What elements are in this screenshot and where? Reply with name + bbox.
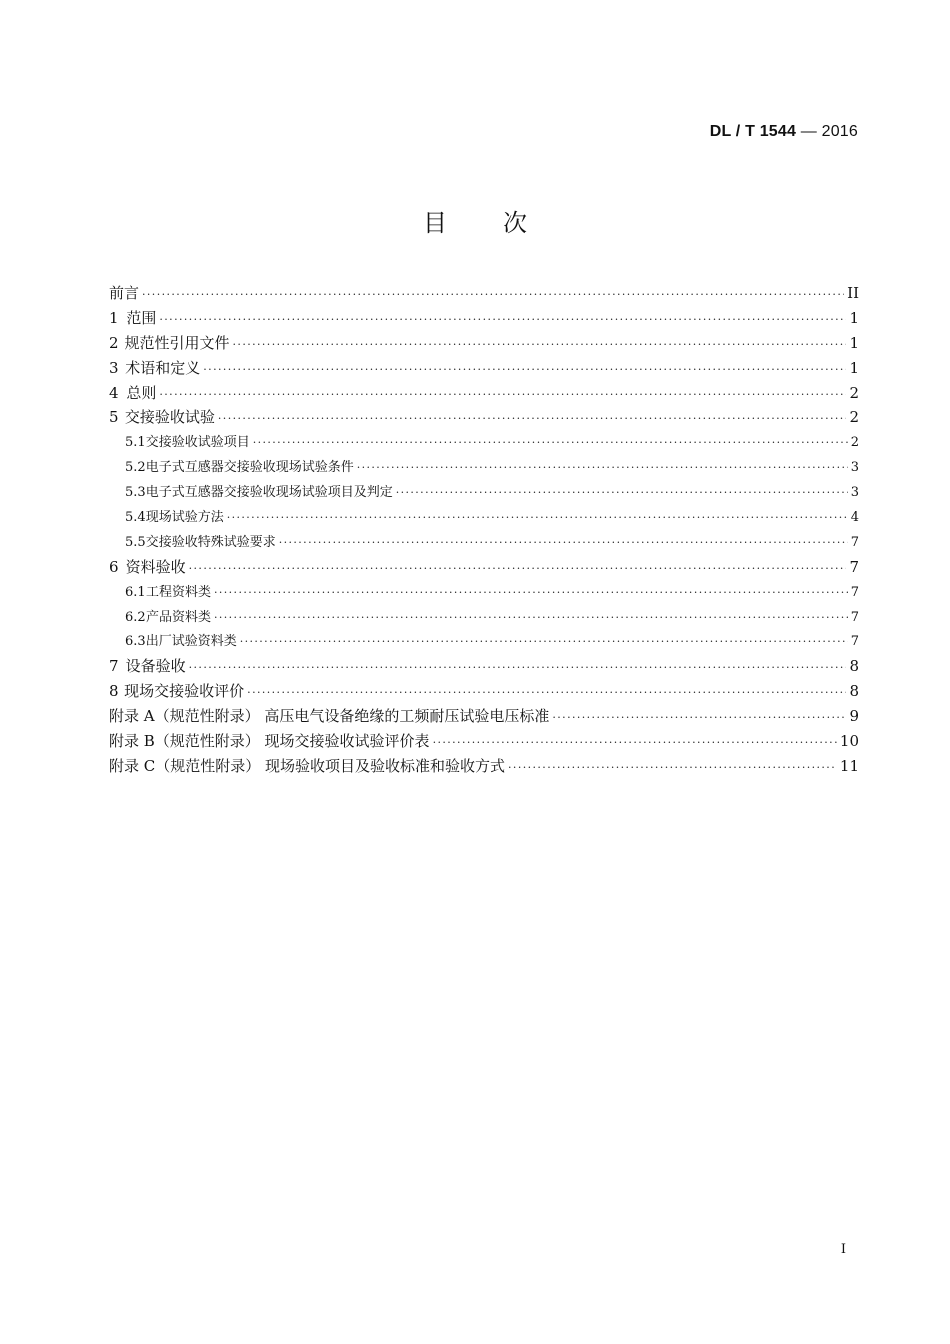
toc-entry[interactable] bbox=[109, 357, 859, 382]
toc-entry-page: 9 bbox=[849, 707, 859, 726]
standard-number: DL / T 1544 bbox=[709, 123, 797, 140]
toc-leader-dots bbox=[433, 736, 837, 749]
toc-entry[interactable] bbox=[109, 581, 859, 606]
toc-entry-label: 附录 B（规范性附录） 现场交接验收试验评价表 bbox=[109, 732, 430, 751]
toc-leader-dots bbox=[233, 338, 847, 351]
toc-leader-dots bbox=[189, 562, 847, 575]
toc-entry[interactable] bbox=[109, 332, 859, 357]
toc-leader-dots bbox=[203, 363, 846, 376]
toc-entry[interactable] bbox=[109, 506, 859, 531]
toc-entry[interactable] bbox=[109, 655, 859, 680]
toc-entry-label: 附录 C（规范性附录） 现场验收项目及验收标准和验收方式 bbox=[109, 756, 506, 775]
toc-entry-page: 7 bbox=[849, 557, 859, 576]
toc-entry-label: 附录 A（规范性附录） 高压电气设备绝缘的工频耐压试验电压标准 bbox=[109, 707, 550, 726]
toc-entry-label: 工程资料类 bbox=[145, 584, 211, 600]
toc-leader-dots bbox=[357, 461, 848, 474]
toc-entry-page: 7 bbox=[850, 609, 859, 625]
toc-entry[interactable] bbox=[109, 282, 859, 307]
toc-entry-number: 3 bbox=[109, 358, 119, 377]
toc-entry[interactable] bbox=[109, 431, 859, 456]
toc-entry[interactable] bbox=[109, 382, 859, 407]
toc-entry-page: 7 bbox=[850, 634, 859, 650]
toc-entry-page: 1 bbox=[849, 358, 859, 377]
toc-entry[interactable] bbox=[109, 730, 859, 755]
toc-entry-label: 范围 bbox=[126, 308, 157, 327]
toc-entry-label: 规范性引用文件 bbox=[124, 333, 230, 352]
toc-leader-dots bbox=[240, 635, 848, 648]
toc-entry[interactable] bbox=[109, 406, 859, 431]
toc-leader-dots bbox=[159, 388, 846, 401]
document-code bbox=[710, 123, 858, 141]
toc-entry-page: 2 bbox=[850, 435, 859, 451]
toc-entry-label: 电子式互感器交接验收现场试验项目及判定 bbox=[145, 485, 393, 501]
toc-entry-number: 5 bbox=[109, 408, 119, 427]
toc-entry-label: 交接验收试验 bbox=[124, 408, 215, 427]
toc-entry-page: 1 bbox=[849, 308, 859, 327]
toc-entry-page: 7 bbox=[850, 534, 859, 550]
toc-entry-number: 7 bbox=[109, 657, 119, 676]
toc-entry-number: 6.2 bbox=[125, 609, 146, 625]
toc-entry-number: 6.1 bbox=[125, 584, 146, 600]
toc-entry[interactable] bbox=[109, 531, 859, 556]
toc-leader-dots bbox=[218, 412, 847, 425]
toc-entry[interactable] bbox=[109, 755, 859, 780]
toc-entry-number: 5.3 bbox=[125, 485, 146, 501]
toc-entry-label: 出厂试验资料类 bbox=[145, 634, 237, 650]
toc-entry-label: 总则 bbox=[126, 383, 157, 402]
toc-entry-page: 7 bbox=[850, 584, 859, 600]
toc-entry-label: 电子式互感器交接验收现场试验条件 bbox=[145, 460, 354, 476]
toc-entry-number: 5.4 bbox=[125, 510, 146, 526]
toc-entry-number: 6.3 bbox=[125, 634, 146, 650]
toc-leader-dots bbox=[159, 313, 846, 326]
toc-entry[interactable] bbox=[109, 705, 859, 730]
toc-leader-dots bbox=[552, 711, 846, 724]
toc-entry-number: 8 bbox=[109, 682, 119, 701]
toc-entry-label: 术语和定义 bbox=[125, 358, 201, 377]
page-title: 目次 bbox=[423, 209, 583, 237]
toc-entry-page: 3 bbox=[850, 460, 859, 476]
toc-entry[interactable] bbox=[109, 481, 859, 506]
toc-entry-page: 3 bbox=[850, 485, 859, 501]
toc-leader-dots bbox=[253, 436, 848, 449]
toc-entry-label: 资料验收 bbox=[125, 557, 186, 576]
toc-entry[interactable] bbox=[109, 307, 859, 332]
toc-leader-dots bbox=[508, 761, 837, 774]
toc-leader-dots bbox=[279, 536, 848, 549]
toc-entry[interactable] bbox=[109, 456, 859, 481]
toc-entry-label: 交接验收特殊试验要求 bbox=[145, 534, 276, 550]
toc-leader-dots bbox=[214, 586, 848, 599]
toc-entry-page: 1 bbox=[849, 333, 859, 352]
toc-entry[interactable] bbox=[109, 556, 859, 581]
toc-entry-page: 2 bbox=[849, 383, 859, 402]
toc-leader-dots bbox=[247, 686, 846, 699]
toc-leader-dots bbox=[396, 486, 848, 499]
toc-entry-page: II bbox=[847, 284, 859, 302]
toc-entry-number: 2 bbox=[109, 333, 119, 352]
page-number: I bbox=[840, 1242, 846, 1257]
toc-leader-dots bbox=[214, 611, 848, 624]
toc-entry-label: 前言 bbox=[109, 284, 140, 302]
toc-entry-number: 5.5 bbox=[125, 534, 146, 550]
toc-entry-label: 现场试验方法 bbox=[145, 510, 224, 526]
toc-entry-page: 10 bbox=[839, 732, 859, 751]
toc-entry-page: 2 bbox=[849, 408, 859, 427]
toc-entry-label: 交接验收试验项目 bbox=[145, 435, 250, 451]
toc-entry-label: 产品资料类 bbox=[145, 609, 211, 625]
toc-leader-dots bbox=[189, 661, 847, 674]
toc-entry-number: 5.1 bbox=[125, 435, 146, 451]
toc-entry-number: 6 bbox=[109, 557, 119, 576]
toc-entry-number: 4 bbox=[109, 383, 119, 402]
toc-entry[interactable] bbox=[109, 630, 859, 655]
standard-year: — 2016 bbox=[796, 123, 858, 140]
toc-entry-label: 设备验收 bbox=[125, 657, 186, 676]
toc-entry-number: 5.2 bbox=[125, 460, 146, 476]
toc-entry[interactable] bbox=[109, 606, 859, 631]
toc-leader-dots bbox=[227, 511, 848, 524]
toc-entry-label: 现场交接验收评价 bbox=[124, 682, 245, 701]
toc-entry-page: 11 bbox=[839, 756, 859, 775]
toc-leader-dots bbox=[142, 288, 844, 301]
toc-entry[interactable] bbox=[109, 680, 859, 705]
toc-entry-page: 8 bbox=[849, 657, 859, 676]
toc-entry-number: 1 bbox=[109, 308, 119, 327]
table-of-contents bbox=[109, 282, 859, 780]
toc-entry-page: 8 bbox=[849, 682, 859, 701]
toc-entry-page: 4 bbox=[850, 510, 859, 526]
